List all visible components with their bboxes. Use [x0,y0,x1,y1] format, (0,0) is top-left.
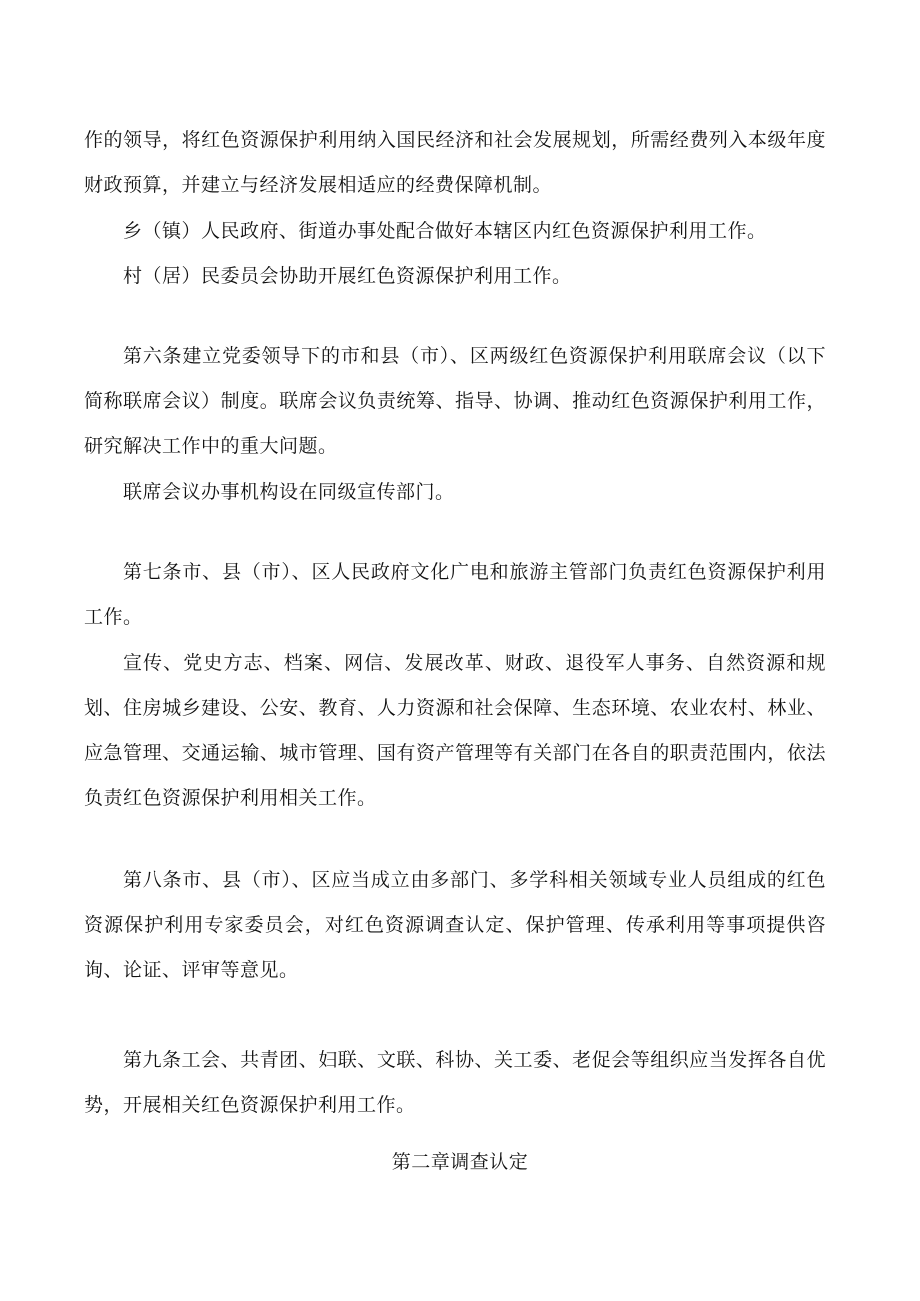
paragraph-township: 乡（镇）人民政府、街道办事处配合做好本辖区内红色资源保护利用工作。 [122,220,767,242]
article-6-office: 联席会议办事机构设在同级宣传部门。 [122,481,455,503]
article-8: 第八条市、县（市）、区应当成立由多部门、多学科相关领域专业人员组成的红色资源保护利用专家委员会，对红色资源调查认定、保护管理、传承利用等事项提供咨询、论证、评审等意见。 [84,869,826,981]
chapter-heading: 第二章调查认定 [391,1151,529,1173]
paragraph-village: 村（居）民委员会协助开展红色资源保护利用工作。 [122,265,572,287]
article-7-departments: 宣传、党史方志、档案、网信、发展改革、财政、退役军人事务、自然资源和规划、住房城乡建设、公安、教育、人力资源和社会保障、生态环境、农业农村、林业、应急管理、交通运输、城市管理、国有资产管理等有关部门在各自的职责范围内，依法负责红色资源保护利用相关工作。 [84,652,826,809]
article-9: 第九条工会、共青团、妇联、文联、科协、关工委、老促会等组织应当发挥各自优势，开展相关红色资源保护利用工作。 [84,1049,826,1116]
article-6: 第六条建立党委领导下的市和县（市）、区两级红色资源保护利用联席会议（以下简称联席会议）制度。联席会议负责统筹、指导、协调、推动红色资源保护利用工作，研究解决工作中的重大问题。 [84,345,826,457]
paragraph-continuation: 作的领导，将红色资源保护利用纳入国民经济和社会发展规划，所需经费列入本级年度财政预算，并建立与经济发展相适应的经费保障机制。 [84,129,826,196]
article-7: 第七条市、县（市）、区人民政府文化广电和旅游主管部门负责红色资源保护利用工作。 [84,561,826,628]
